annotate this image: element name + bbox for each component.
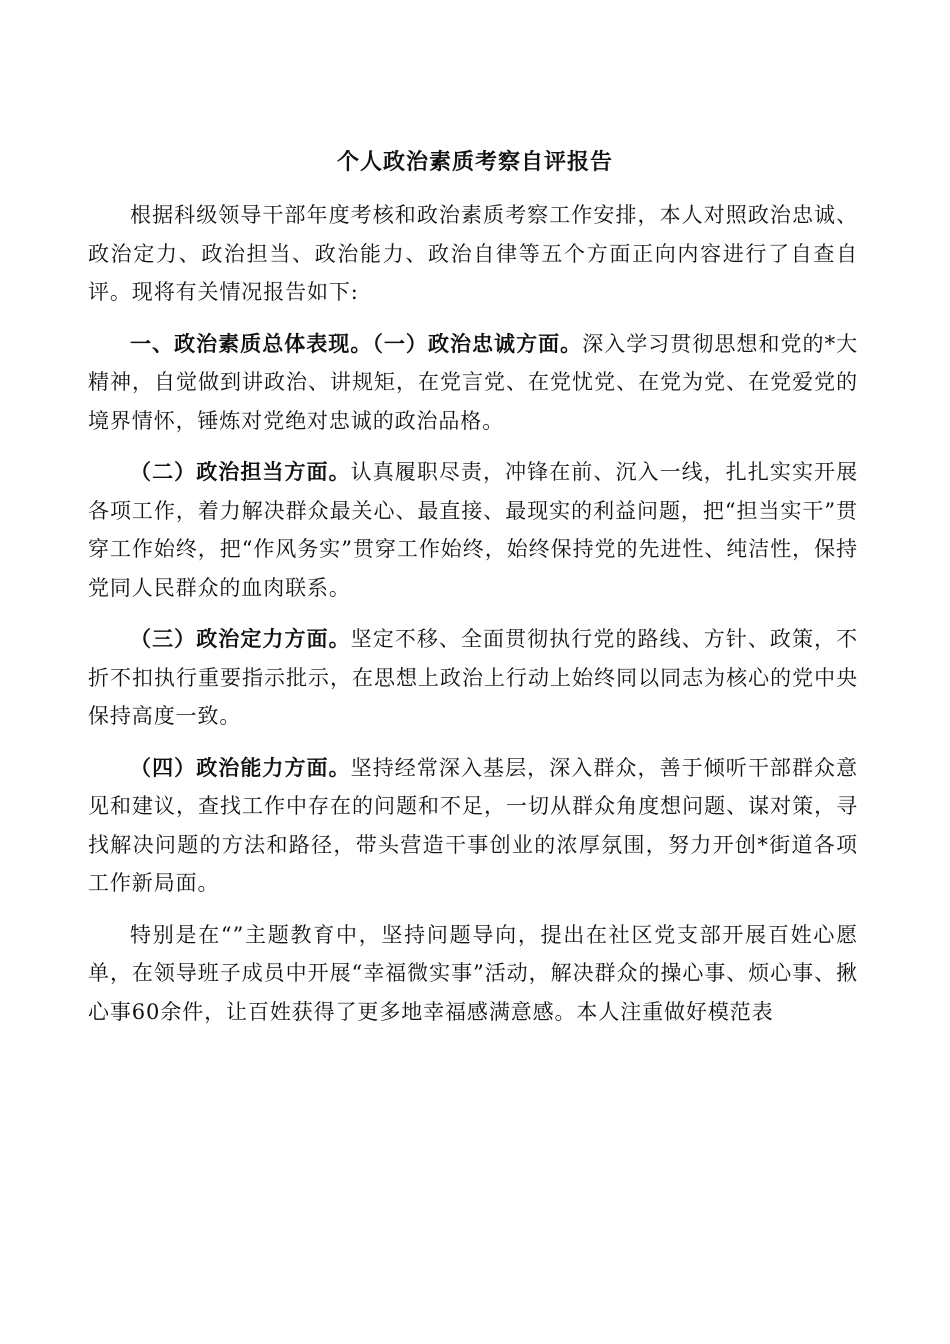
paragraph-heading: 一、政治素质总体表现。（一）政治忠诚方面。 xyxy=(130,330,583,356)
paragraph-text: 坚持经常深入基层，深入群众，善于倾听干部群众意见和建议，查找工作中存在的问题和不足，一切从群众角度想问题、谋对策，寻找解决问题的方法和路径，带头营造干事创业的浓厚氛围，努力开创*街道各项工作新局面。 xyxy=(88,755,858,895)
paragraph-text: 特别是在“”主题教育中，坚持问题导向，提出在社区党支部开展百姓心愿单，在领导班子成员中开展“幸福微实事”活动，解决群众的操心事、烦心事、揪心事60余件，让百姓获得了更多地幸福感满意感。本人注重做好模范表 xyxy=(88,922,858,1024)
paragraph-political-ability xyxy=(88,749,858,903)
paragraph-political-loyalty xyxy=(88,325,858,441)
paragraph-political-responsibility xyxy=(88,453,858,607)
document-title: 个人政治素质考察自评报告 xyxy=(336,149,613,175)
paragraph-theme-education xyxy=(88,916,858,1032)
paragraph-text: 坚定不移、全面贯彻执行党的路线、方针、政策，不折不扣执行重要指示批示，在思想上政治上行动上始终同以同志为核心的党中央保持高度一致。 xyxy=(88,627,858,728)
paragraph-text: 根据科级领导干部年度考核和政治素质考察工作安排，本人对照政治忠诚、政治定力、政治担当、政治能力、政治自律等五个方面正向内容进行了自查自评。现将有关情况报告如下: xyxy=(88,203,858,304)
paragraph-intro xyxy=(88,196,858,312)
document-body xyxy=(88,196,858,1044)
paragraph-heading: （四）政治能力方面。 xyxy=(130,754,351,780)
paragraph-heading: （三）政治定力方面。 xyxy=(130,626,351,651)
paragraph-political-firmness xyxy=(88,620,858,736)
paragraph-heading: （二）政治担当方面。 xyxy=(130,459,351,484)
paragraph-text: 认真履职尽责，冲锋在前、沉入一线，扎扎实实开展各项工作，着力解决群众最关心、最直接、最现实的利益问题，把“担当实干”贯穿工作始终，把“作风务实”贯穿工作始终，始终保持党的先进性、纯洁性，保持党同人民群众的血肉联系。 xyxy=(88,460,858,600)
paragraph-text: 深入学习贯彻思想和党的*大精神，自觉做到讲政治、讲规矩，在党言党、在党忧党、在党为党、在党爱党的境界情怀，锤炼对党绝对忠诚的政治品格。 xyxy=(88,331,858,433)
